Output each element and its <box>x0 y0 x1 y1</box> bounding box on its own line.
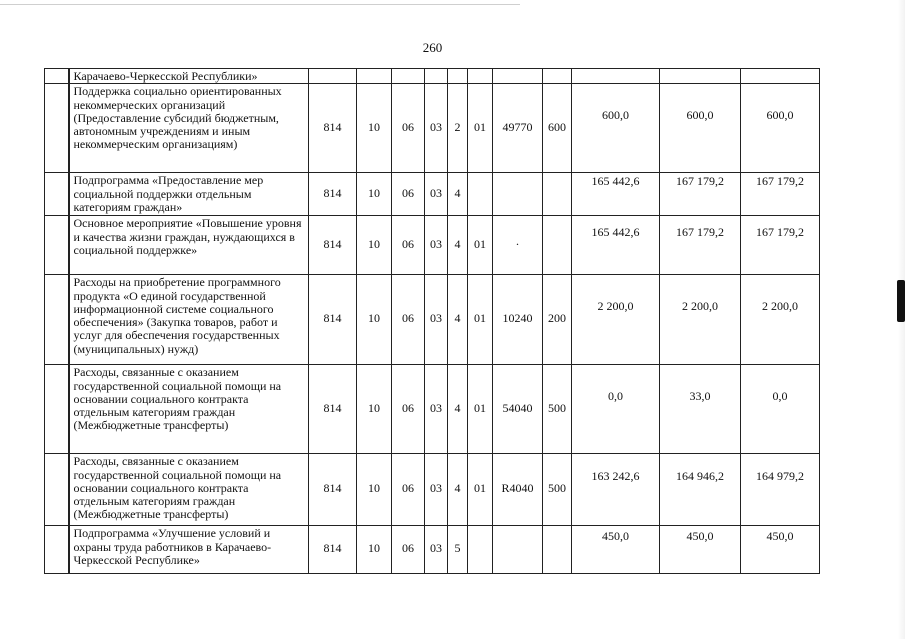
program-code-cell: 03 <box>425 216 448 275</box>
amount-year-1-cell: 600,0 <box>572 84 660 173</box>
direction-code-cell: 54040 <box>493 365 543 454</box>
direction-code-cell: 10240 <box>493 275 543 365</box>
direction-code-cell: 49770 <box>493 84 543 173</box>
ministry-code-cell: 814 <box>309 84 357 173</box>
amount-year-3-cell: 600,0 <box>741 84 820 173</box>
amount-year-2-cell: 450,0 <box>660 526 741 574</box>
row-name-cell: Расходы, связанные с оказанием государственной социальной помощи на основании социального контракта отдельным категориям граждан (Межбюджетные трансферты) <box>69 454 309 526</box>
event-code-cell <box>468 173 493 216</box>
event-code-cell: 01 <box>468 275 493 365</box>
subsection-code-cell: 06 <box>392 275 425 365</box>
section-code-cell: 10 <box>357 275 392 365</box>
direction-code-cell <box>493 526 543 574</box>
ministry-code-cell: 814 <box>309 173 357 216</box>
row-margin-cell <box>45 69 69 84</box>
expense-type-code-cell <box>543 69 572 84</box>
subprogram-code-cell <box>448 69 468 84</box>
program-code-cell: 03 <box>425 173 448 216</box>
row-name-cell: Подпрограмма «Предоставление мер социальной поддержки отдельным категориям граждан» <box>69 173 309 216</box>
subprogram-code-cell: 5 <box>448 526 468 574</box>
ministry-code-cell <box>309 69 357 84</box>
section-code-cell: 10 <box>357 454 392 526</box>
amount-year-3-cell: 167 179,2 <box>741 173 820 216</box>
amount-year-1-cell: 450,0 <box>572 526 660 574</box>
program-code-cell: 03 <box>425 84 448 173</box>
expense-type-code-cell <box>543 173 572 216</box>
amount-year-3-cell: 2 200,0 <box>741 275 820 365</box>
row-name-cell: Поддержка социально ориентированных некоммерческих организаций (Предоставление субсидий бюджетным, автономным учреждениям и иным некоммерческим организациям) <box>69 84 309 173</box>
subprogram-code-cell: 4 <box>448 216 468 275</box>
amount-year-3-cell <box>741 69 820 84</box>
table-row <box>45 216 820 275</box>
row-margin-cell <box>45 526 69 574</box>
amount-year-2-cell: 600,0 <box>660 84 741 173</box>
amount-year-1-cell: 2 200,0 <box>572 275 660 365</box>
event-code-cell: 01 <box>468 216 493 275</box>
table-row <box>45 526 820 574</box>
amount-year-3-cell: 167 179,2 <box>741 216 820 275</box>
page-number: 260 <box>422 40 443 55</box>
binding-mark <box>897 280 905 322</box>
program-code-cell <box>425 69 448 84</box>
row-margin-cell <box>45 84 69 173</box>
amount-year-2-cell: 2 200,0 <box>660 275 741 365</box>
section-code-cell: 10 <box>357 173 392 216</box>
budget-table <box>44 68 820 574</box>
event-code-cell <box>468 526 493 574</box>
subprogram-code-cell: 4 <box>448 275 468 365</box>
row-margin-cell <box>45 365 69 454</box>
program-code-cell: 03 <box>425 365 448 454</box>
subsection-code-cell: 06 <box>392 84 425 173</box>
expense-type-code-cell: 500 <box>543 365 572 454</box>
subsection-code-cell: 06 <box>392 526 425 574</box>
table-row <box>45 454 820 526</box>
amount-year-1-cell: 165 442,6 <box>572 216 660 275</box>
row-margin-cell <box>45 173 69 216</box>
amount-year-2-cell: 167 179,2 <box>660 173 741 216</box>
row-name-cell: Расходы, связанные с оказанием государственной социальной помощи на основании социального контракта отдельным категориям граждан (Межбюджетные трансферты) <box>69 365 309 454</box>
event-code-cell: 01 <box>468 84 493 173</box>
ministry-code-cell: 814 <box>309 526 357 574</box>
row-name-cell: Основное мероприятие «Повышение уровня и качества жизни граждан, нуждающихся в социальной поддержке» <box>69 216 309 275</box>
expense-type-code-cell <box>543 216 572 275</box>
event-code-cell: 01 <box>468 454 493 526</box>
table-row <box>45 365 820 454</box>
amount-year-2-cell <box>660 69 741 84</box>
table-row <box>45 173 820 216</box>
table-body <box>45 69 820 574</box>
expense-type-code-cell <box>543 526 572 574</box>
ministry-code-cell: 814 <box>309 365 357 454</box>
row-margin-cell <box>45 275 69 365</box>
expense-type-code-cell: 500 <box>543 454 572 526</box>
row-name-cell: Карачаево-Черкесской Республики» <box>69 69 309 84</box>
amount-year-2-cell: 167 179,2 <box>660 216 741 275</box>
amount-year-1-cell: 165 442,6 <box>572 173 660 216</box>
section-code-cell: 10 <box>357 526 392 574</box>
program-code-cell: 03 <box>425 526 448 574</box>
direction-code-cell <box>493 69 543 84</box>
event-code-cell: 01 <box>468 365 493 454</box>
table-row <box>45 69 820 84</box>
subsection-code-cell: 06 <box>392 216 425 275</box>
row-margin-cell <box>45 454 69 526</box>
section-code-cell: 10 <box>357 365 392 454</box>
row-name-cell: Расходы на приобретение программного продукта «О единой государственной информационной системе социального обеспечения» (Закупка товаров, работ и услуг для обеспечения государственных (муниципальных) нужд) <box>69 275 309 365</box>
subsection-code-cell: 06 <box>392 173 425 216</box>
table-row <box>45 84 820 173</box>
program-code-cell: 03 <box>425 454 448 526</box>
amount-year-1-cell: 163 242,6 <box>572 454 660 526</box>
expense-type-code-cell: 200 <box>543 275 572 365</box>
amount-year-3-cell: 0,0 <box>741 365 820 454</box>
ministry-code-cell: 814 <box>309 216 357 275</box>
section-code-cell: 10 <box>357 84 392 173</box>
ministry-code-cell: 814 <box>309 454 357 526</box>
scan-edge-line <box>0 4 520 5</box>
subsection-code-cell <box>392 69 425 84</box>
direction-code-cell: · <box>493 216 543 275</box>
subprogram-code-cell: 4 <box>448 365 468 454</box>
event-code-cell <box>468 69 493 84</box>
subsection-code-cell: 06 <box>392 454 425 526</box>
table-row <box>45 275 820 365</box>
amount-year-1-cell: 0,0 <box>572 365 660 454</box>
row-margin-cell <box>45 216 69 275</box>
amount-year-2-cell: 164 946,2 <box>660 454 741 526</box>
subprogram-code-cell: 2 <box>448 84 468 173</box>
program-code-cell: 03 <box>425 275 448 365</box>
amount-year-3-cell: 450,0 <box>741 526 820 574</box>
section-code-cell <box>357 69 392 84</box>
direction-code-cell: R4040 <box>493 454 543 526</box>
row-name-cell: Подпрограмма «Улучшение условий и охраны труда работников в Карачаево-Черкесской Республике» <box>69 526 309 574</box>
subprogram-code-cell: 4 <box>448 454 468 526</box>
subsection-code-cell: 06 <box>392 365 425 454</box>
amount-year-3-cell: 164 979,2 <box>741 454 820 526</box>
expense-type-code-cell: 600 <box>543 84 572 173</box>
amount-year-2-cell: 33,0 <box>660 365 741 454</box>
section-code-cell: 10 <box>357 216 392 275</box>
subprogram-code-cell: 4 <box>448 173 468 216</box>
direction-code-cell <box>493 173 543 216</box>
amount-year-1-cell <box>572 69 660 84</box>
ministry-code-cell: 814 <box>309 275 357 365</box>
